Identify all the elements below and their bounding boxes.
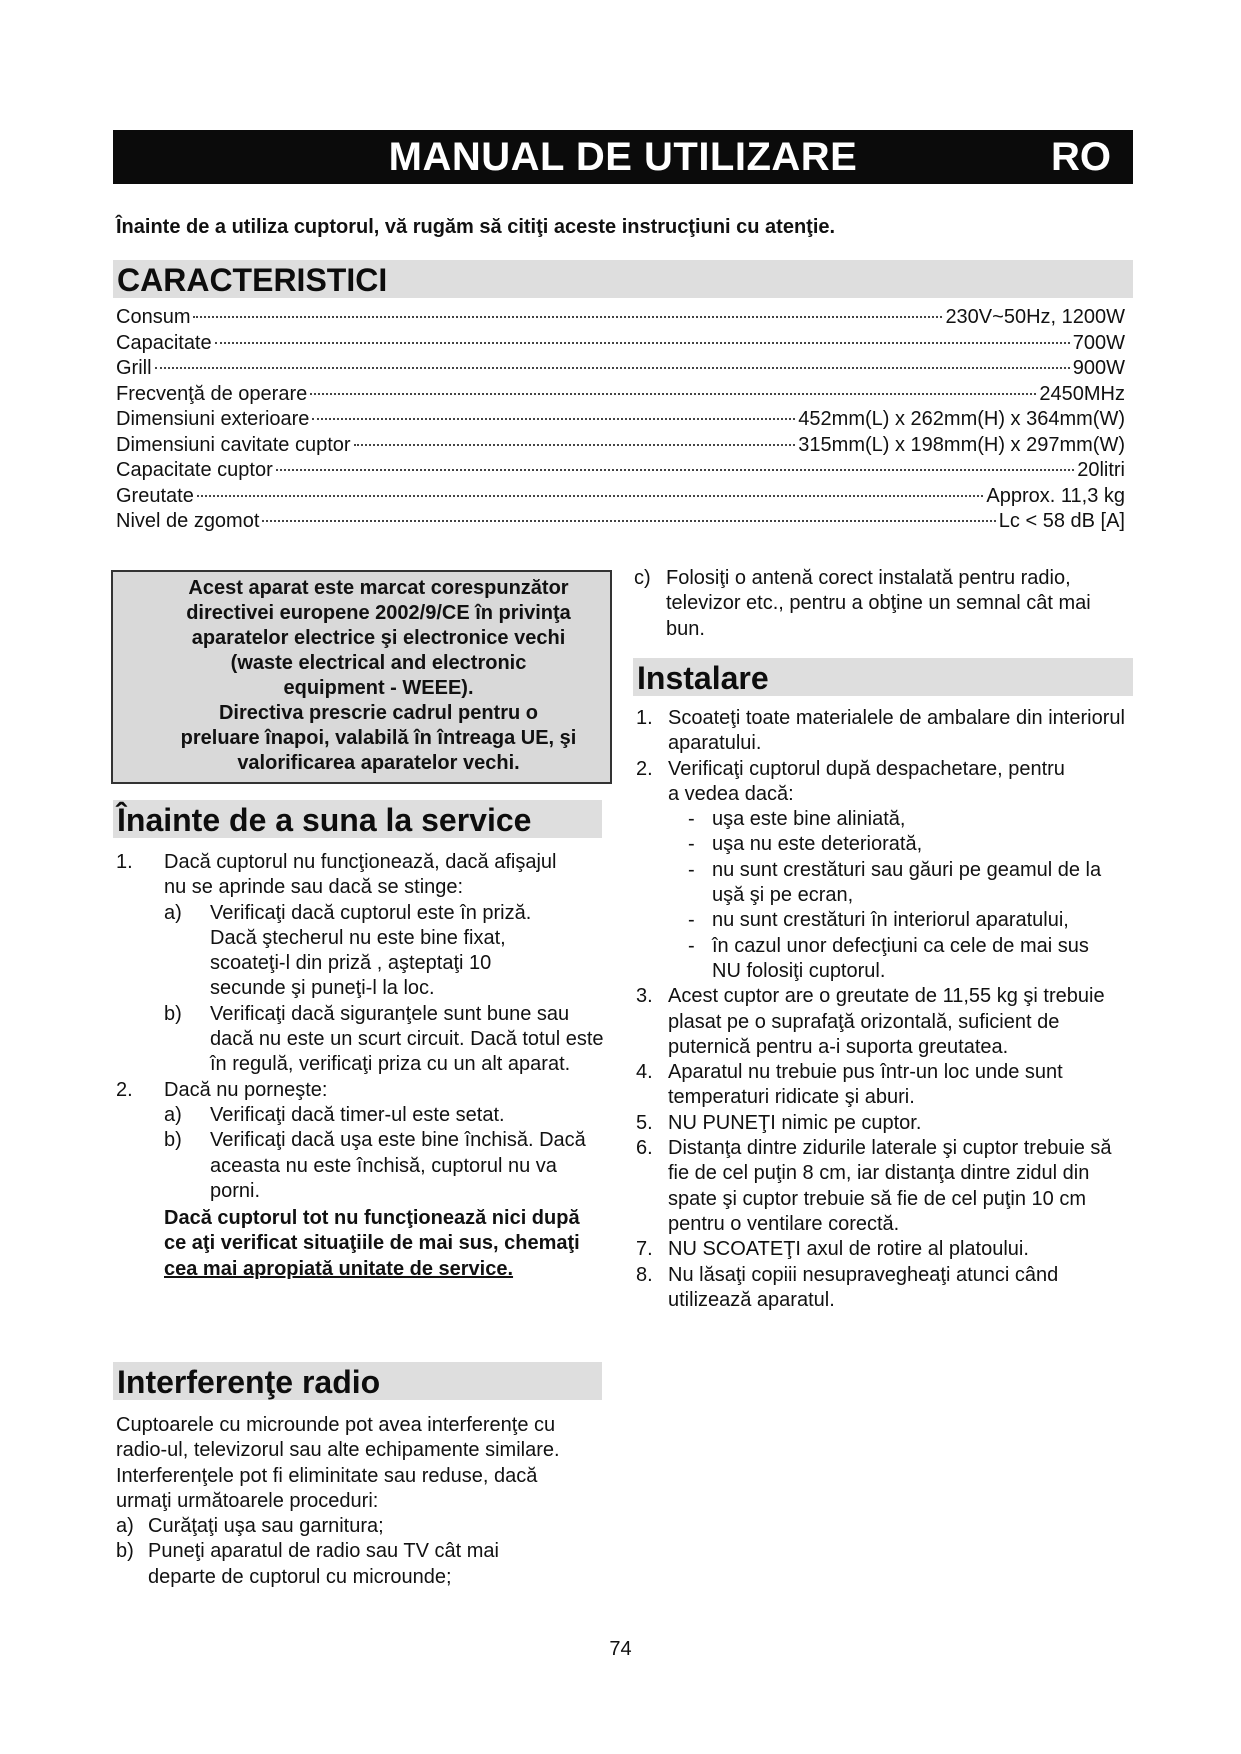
dot-leader xyxy=(193,316,942,318)
list-letter: b) xyxy=(164,1129,182,1152)
spec-label: Capacitate cuptor xyxy=(116,459,273,481)
spec-value: 2450MHz xyxy=(1039,382,1125,405)
install-item xyxy=(636,1111,1126,1136)
list-text: Verificaţi cuptorul după despachetare, pentru a vedea dacă: xyxy=(668,757,1065,805)
weee-line: preluare înapoi, valabilă în întreaga UE, şi xyxy=(180,727,577,749)
list-letter: b) xyxy=(164,1002,182,1025)
spec-row xyxy=(116,484,1125,510)
weee-notice-box xyxy=(111,570,612,784)
dot-leader xyxy=(215,342,1070,344)
list-letter: a) xyxy=(164,1103,182,1126)
weee-line: Directiva prescrie cadrul pentru o xyxy=(218,702,538,724)
list-text: nu sunt crestături în interiorul aparatului, xyxy=(712,909,1069,932)
list-number: 4. xyxy=(636,1061,653,1084)
radio-step xyxy=(634,566,1094,642)
install-item xyxy=(636,757,1126,808)
radio-step xyxy=(116,1539,594,1590)
list-text: Aparatul nu trebuie pus într-un loc unde sunt temperaturi ridicate şi aburi. xyxy=(668,1061,1063,1109)
service-note-text: Dacă cuptorul tot nu funcţionează nici după ce aţi verificat situaţiile de mai sus, chemaţi xyxy=(164,1207,580,1255)
list-number: 6. xyxy=(636,1137,653,1160)
list-text: Curăţaţi uşa sau garnitura; xyxy=(148,1515,384,1538)
specs-list xyxy=(116,305,1125,535)
list-number: 5. xyxy=(636,1111,653,1134)
service-item xyxy=(116,850,606,901)
install-list xyxy=(636,706,1126,1313)
list-text: Puneţi aparatul de radio sau TV cât mai departe de cuptorul cu microunde; xyxy=(148,1540,499,1588)
spec-value: 452mm(L) x 262mm(H) x 364mm(W) xyxy=(798,408,1125,430)
spec-label: Dimensiuni exterioare xyxy=(116,408,310,430)
install-item xyxy=(636,1237,1126,1262)
install-item xyxy=(636,1136,1126,1237)
list-text: Distanţa dintre zidurile laterale şi cuptor trebuie să fie de cel puţin 8 cm, iar distanţa dintre zidul din spate şi cuptor trebuie să fie de cel puţin 10 cm pentru o ventilare corectă. xyxy=(668,1137,1112,1235)
list-text: uşa nu este deteriorată, xyxy=(712,833,923,856)
section-heading-specs: CARACTERISTICI xyxy=(113,260,1133,298)
list-letter: b) xyxy=(116,1540,134,1563)
list-dash: - xyxy=(688,808,695,831)
spec-row xyxy=(116,433,1125,459)
install-subitem xyxy=(636,832,1126,857)
install-subitem xyxy=(636,908,1126,933)
list-text: Verificaţi dacă siguranţele sunt bune sau dacă nu este un scurt circuit. Dacă totul este în regulă, verificaţi priza cu un alt aparat. xyxy=(210,1002,604,1076)
spec-row xyxy=(116,407,1125,433)
spec-label: Grill xyxy=(116,357,152,379)
weee-line: directivei europene 2002/9/CE în privinţa xyxy=(186,602,571,624)
service-subitem xyxy=(116,1103,606,1128)
list-letter: a) xyxy=(164,901,182,924)
page-title: MANUAL DE UTILIZARE xyxy=(388,135,858,179)
service-subitem xyxy=(116,1002,606,1078)
weee-line: Acest aparat este marcat corespunzător xyxy=(188,577,569,599)
list-number: 1. xyxy=(636,707,653,729)
dot-leader xyxy=(312,418,795,420)
list-text: Dacă nu porneşte: xyxy=(164,1078,328,1101)
list-text: Acest cuptor are o greutate de 11,55 kg şi trebuie plasat pe o suprafaţă orizontală, suficient de puternică pentru a-i suporta greutatea. xyxy=(668,985,1105,1058)
service-subitem xyxy=(116,901,606,1002)
list-number: 2. xyxy=(116,1078,133,1101)
weee-line: aparatelor electrice şi electronice vechi xyxy=(191,627,566,649)
list-text: Dacă cuptorul nu funcţionează, dacă afişajul nu se aprinde sau dacă se stinge: xyxy=(164,851,557,899)
list-text: NU SCOATEŢI axul de rotire al platoului. xyxy=(668,1238,1029,1261)
radio-section xyxy=(116,1413,594,1590)
list-dash: - xyxy=(688,909,695,932)
section-heading-service: Înainte de a suna la service xyxy=(113,800,602,838)
section-heading-radio: Interferenţe radio xyxy=(113,1362,602,1400)
spec-label: Dimensiuni cavitate cuptor xyxy=(116,433,351,456)
list-text: Verificaţi dacă uşa este bine închisă. Dacă aceasta nu este închisă, cuptorul nu va porni. xyxy=(210,1129,586,1202)
spec-row xyxy=(116,356,1125,382)
dot-leader xyxy=(310,393,1036,395)
spec-value: Lc < 58 dB [A] xyxy=(998,510,1125,532)
spec-label: Consum xyxy=(116,306,191,328)
list-text: în cazul unor defecţiuni ca cele de mai sus NU folosiţi cuptorul. xyxy=(712,934,1089,982)
service-note xyxy=(116,1206,606,1282)
language-code: RO xyxy=(1051,135,1111,179)
install-item xyxy=(636,1263,1126,1314)
install-item xyxy=(636,984,1126,1060)
list-text: Nu lăsaţi copiii nesupravegheaţi atunci când utilizează aparatul. xyxy=(668,1263,1059,1311)
spec-row xyxy=(116,458,1125,484)
list-text: Verificaţi dacă timer-ul este setat. xyxy=(210,1103,505,1126)
dot-leader xyxy=(354,444,796,446)
spec-value: 20litri xyxy=(1077,459,1125,481)
list-text: nu sunt crestături sau găuri pe geamul de la uşă şi pe ecran, xyxy=(712,858,1102,907)
dot-leader xyxy=(262,520,995,522)
spec-label: Capacitate xyxy=(116,331,212,354)
spec-value: Approx. 11,3 kg xyxy=(986,484,1125,507)
list-number: 7. xyxy=(636,1238,653,1261)
list-letter: a) xyxy=(116,1515,134,1538)
spec-value: 315mm(L) x 198mm(H) x 297mm(W) xyxy=(798,433,1125,456)
dot-leader xyxy=(197,495,984,497)
dot-leader xyxy=(276,469,1074,471)
service-note-link: cea mai apropiată unitate de service. xyxy=(164,1257,514,1280)
list-text: Folosiţi o antenă corect instalată pentru radio, televizor etc., pentru a obţine un semnal cât mai bun. xyxy=(666,567,1091,640)
install-subitem xyxy=(636,807,1126,832)
spec-label: Greutate xyxy=(116,484,194,507)
list-number: 8. xyxy=(636,1263,653,1286)
list-text: NU PUNEŢI nimic pe cuptor. xyxy=(668,1111,922,1134)
list-number: 1. xyxy=(116,851,133,873)
list-text: Verificaţi dacă cuptorul este în priză. Dacă ştecherul nu este bine fixat, scoateţi-l din priză , aşteptaţi 10 secunde şi puneţi-l la loc. xyxy=(210,901,532,1000)
spec-row xyxy=(116,331,1125,357)
spec-label: Nivel de zgomot xyxy=(116,510,260,532)
list-letter: c) xyxy=(634,567,651,589)
page-number: 74 xyxy=(609,1638,632,1660)
list-number: 3. xyxy=(636,985,653,1008)
list-text: uşa este bine aliniată, xyxy=(712,808,906,831)
service-list xyxy=(116,850,606,1282)
spec-value: 900W xyxy=(1072,357,1125,379)
radio-step-continued xyxy=(634,566,1094,642)
section-heading-install: Instalare xyxy=(633,658,1133,696)
spec-value: 230V~50Hz, 1200W xyxy=(945,306,1125,328)
install-item xyxy=(636,706,1126,757)
intro-note: Înainte de a utiliza cuptorul, vă rugăm să citiţi aceste instrucţiuni cu atenţie. xyxy=(116,216,836,238)
radio-paragraph: Cuptoarele cu microunde pot avea interferenţe cu radio-ul, televizorul sau alte echipamente similare. Interferenţele pot fi eliminitate sau reduse, dacă urmaţi următoarele proceduri: xyxy=(116,1414,560,1512)
spec-row xyxy=(116,382,1125,408)
spec-value: 700W xyxy=(1072,331,1125,354)
install-subitem xyxy=(636,934,1126,985)
list-dash: - xyxy=(688,934,695,957)
spec-label: Frecvenţă de operare xyxy=(116,382,308,405)
radio-step xyxy=(116,1514,594,1539)
list-number: 2. xyxy=(636,757,653,780)
dot-leader xyxy=(155,367,1070,369)
service-item xyxy=(116,1078,606,1103)
list-dash: - xyxy=(688,858,695,881)
install-subitem xyxy=(636,858,1126,909)
weee-line: equipment - WEEE). xyxy=(283,677,474,699)
weee-line: (waste electrical and electronic xyxy=(230,652,527,674)
spec-row xyxy=(116,509,1125,535)
list-text: Scoateţi toate materialele de ambalare din interiorul aparatului. xyxy=(668,707,1125,755)
header-bar xyxy=(113,130,1133,184)
service-subitem xyxy=(116,1128,606,1204)
weee-line: valorificarea aparatelor vechi. xyxy=(237,752,520,774)
list-dash: - xyxy=(688,833,695,856)
spec-row xyxy=(116,305,1125,331)
install-item xyxy=(636,1060,1126,1111)
